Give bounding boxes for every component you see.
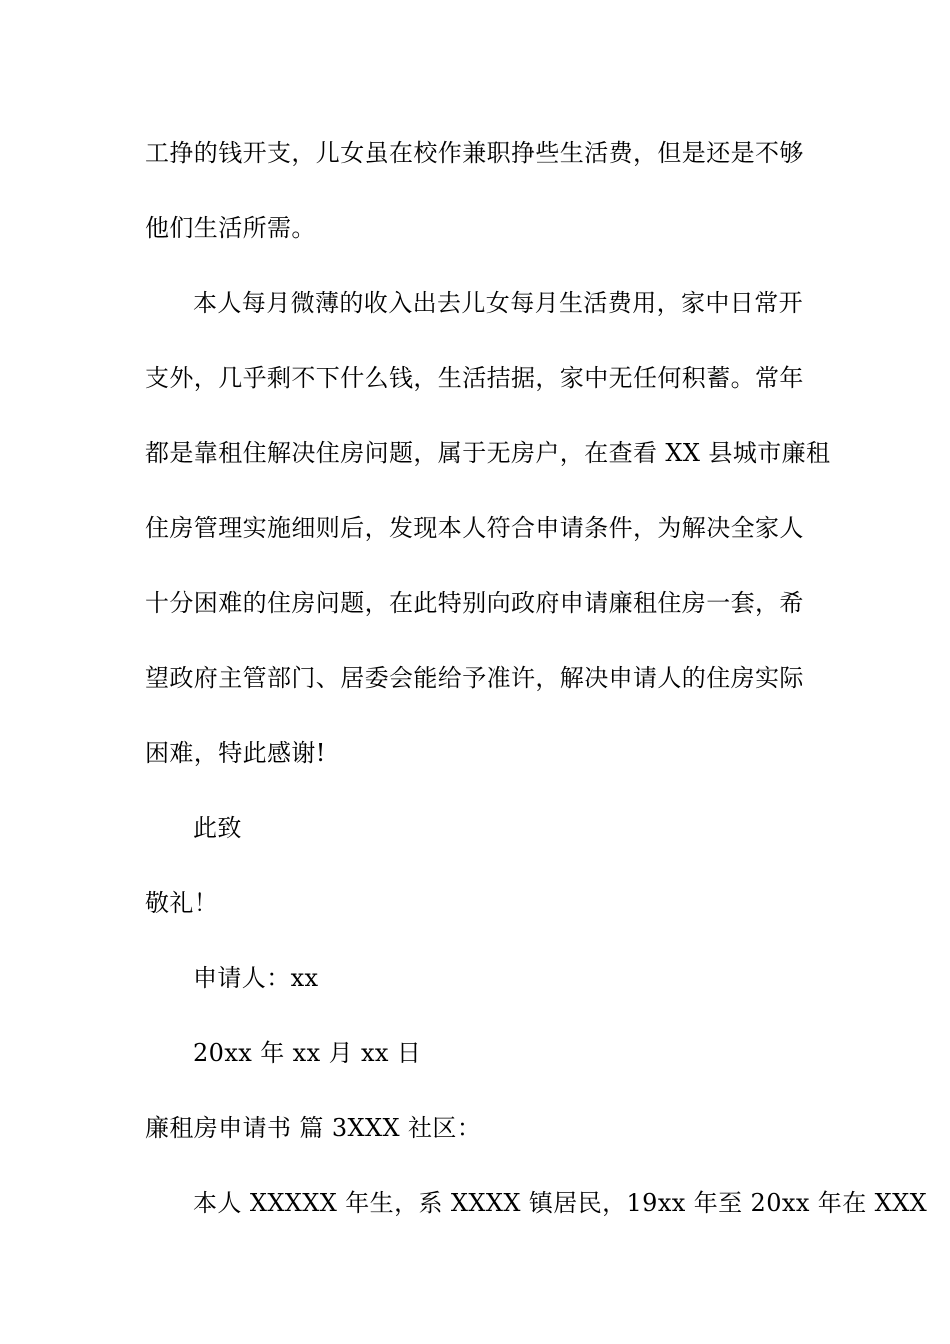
paragraph-line: 支外，几乎剩不下什么钱，生活拮据，家中无任何积蓄。常年 [145,364,804,392]
paragraph-line: 本人每月微薄的收入出去儿女每月生活费用，家中日常开 [193,289,803,317]
paragraph-line: 都是靠租住解决住房问题，属于无房户，在查看 XX 县城市廉租 [145,439,831,467]
paragraph-line: 困难，特此感谢! [145,739,326,767]
paragraph-line: 本人 XXXXX 年生，系 XXXX 镇居民，19xx 年至 20xx 年在 XXX [193,1189,928,1217]
paragraph-line: 住房管理实施细则后，发现本人符合申请条件，为解决全家人 [145,514,804,542]
section-heading: 廉租房申请书 篇 3XXX 社区： [145,1114,482,1142]
paragraph-line: 工挣的钱开支，儿女虽在校作兼职挣些生活费，但是还是不够 [145,139,804,167]
paragraph-line: 十分困难的住房问题，在此特别向政府申请廉租住房一套，希 [145,589,804,617]
paragraph-line: 他们生活所需。 [145,214,316,242]
applicant-signature: 申请人：xx [193,964,319,992]
signature-date: 20xx 年 xx 月 xx 日 [193,1039,422,1067]
closing-regards: 敬礼！ [145,889,219,917]
paragraph-line: 望政府主管部门、居委会能给予准许，解决申请人的住房实际 [145,664,804,692]
closing-salutation: 此致 [193,814,242,842]
